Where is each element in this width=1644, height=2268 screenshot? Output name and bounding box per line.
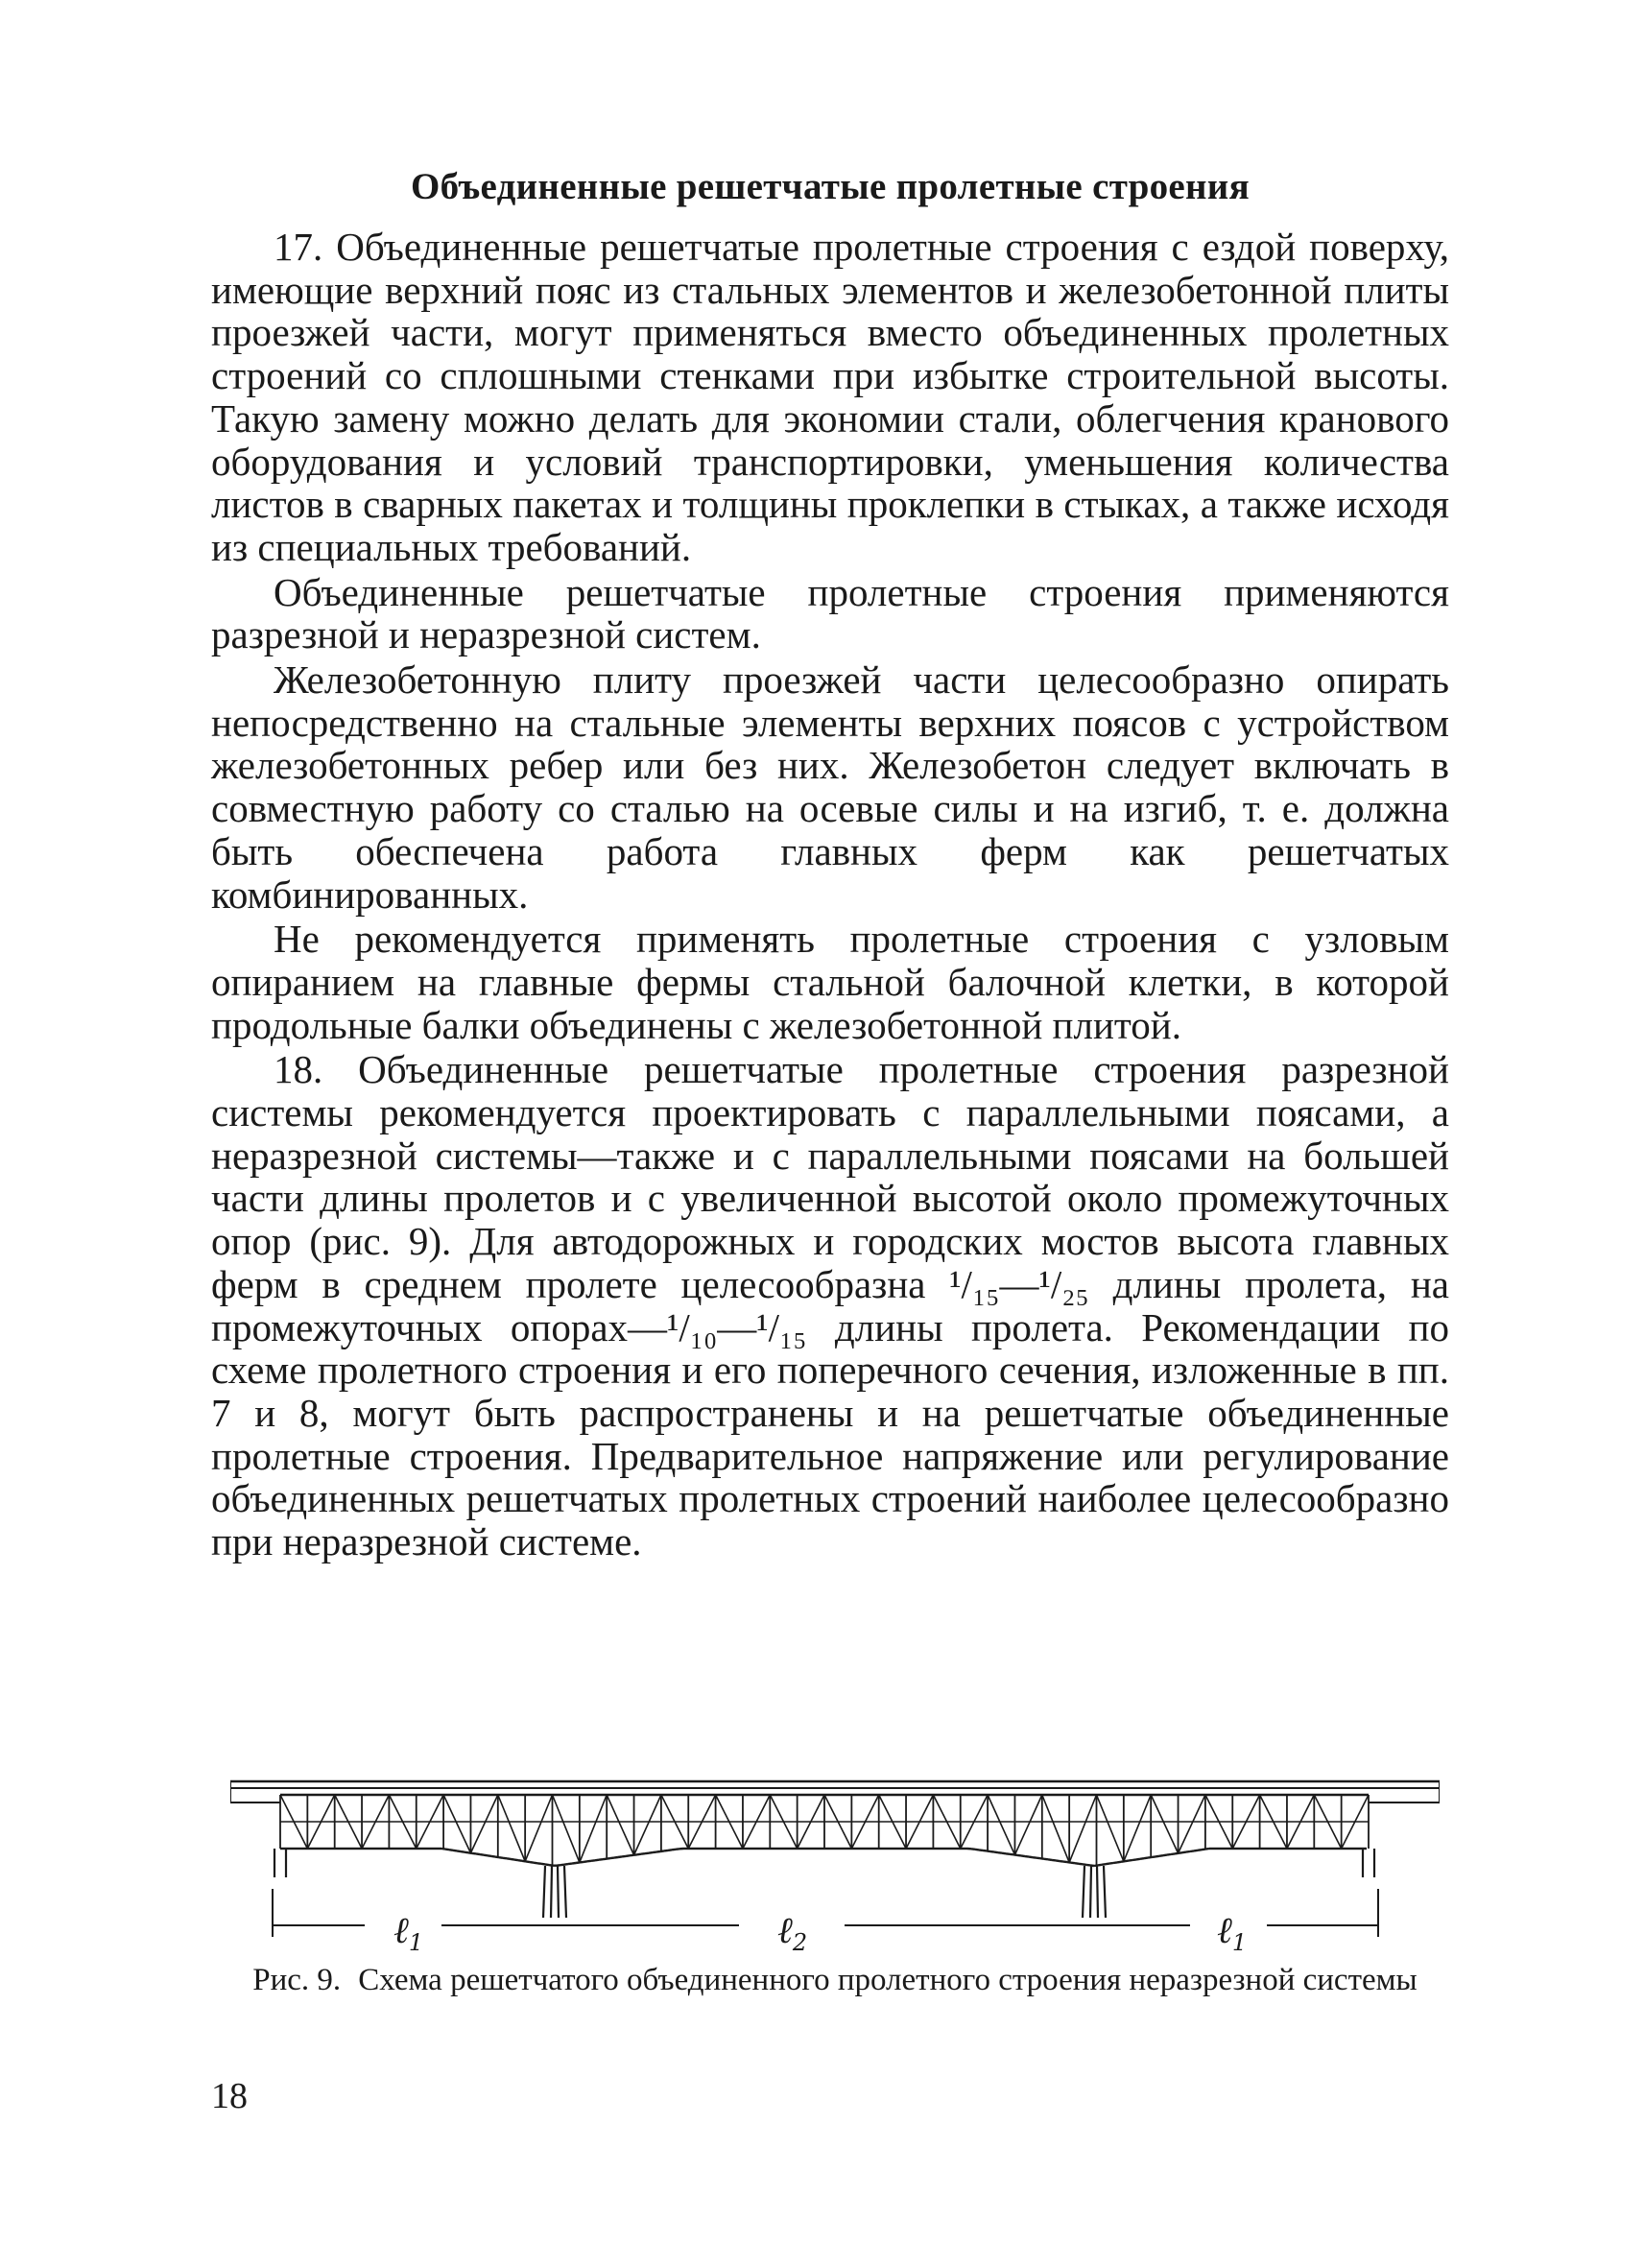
bottom-chord-segment: [587, 1861, 591, 1862]
body-text: [211, 226, 1449, 1564]
span-label-l1-left: ℓ$_1$: [393, 1909, 424, 1956]
bottom-chord-segment: [1086, 1865, 1090, 1866]
bottom-chord-segment: [534, 1863, 537, 1864]
bottom-chord-segment: [1060, 1861, 1063, 1862]
bottom-chord-segment: [649, 1852, 653, 1853]
figure-9: [230, 1764, 1440, 1956]
bottom-chord-segment: [614, 1857, 618, 1858]
bottom-chord-segment: [518, 1860, 522, 1861]
bottom-chord-segment: [994, 1852, 998, 1853]
truss-diagonal: [498, 1795, 525, 1861]
bottom-chord-segment: [526, 1861, 530, 1862]
pier-line: [1083, 1866, 1084, 1918]
figure-caption-text: Схема решетчатого объединенного пролетного строения неразрезной системы: [358, 1963, 1418, 1997]
bottom-chord-segment: [507, 1858, 511, 1859]
bottom-chord-segment: [564, 1864, 568, 1865]
bottom-chord-segment: [1190, 1850, 1194, 1851]
bottom-chord-segment: [1163, 1855, 1167, 1856]
bottom-chord-segment: [1033, 1857, 1036, 1858]
bottom-chord-segment: [514, 1860, 518, 1861]
bottom-chord-segment: [1029, 1857, 1033, 1858]
bottom-chord-segment: [1036, 1858, 1040, 1859]
bottom-chord-segment: [480, 1854, 484, 1855]
pier-line: [1104, 1866, 1106, 1918]
bottom-chord-segment: [1194, 1850, 1198, 1851]
bottom-chord-segment: [591, 1860, 595, 1861]
bottom-chord-segment: [472, 1853, 476, 1854]
paragraph-18: [211, 1048, 1449, 1563]
bottom-chord-segment: [476, 1853, 480, 1854]
truss-diagonal: [443, 1795, 470, 1853]
pier-line: [1097, 1866, 1098, 1918]
bottom-chord-segment: [1090, 1865, 1094, 1866]
paragraph-17: 17. Объединенные решетчатые пролетные строения с ездой поверху, имеющие верхний пояс из стальных элементов и железобетонной плиты проезжей части, могут применяться вместо объединенных пролетных строений со сплошными стенками при избытке строительной высоты. Такую замену можно делать для экономии стали, облегчения кранового оборудования и условий транспортировки, уменьшения количества листов в сварных пакетах и толщины проклепки в стыках, а также исходя из специальных требований.: [211, 225, 1449, 569]
bottom-chord-segment: [484, 1855, 488, 1856]
truss-diagonal: [1014, 1795, 1041, 1855]
pier-line: [543, 1866, 545, 1918]
bottom-chord-segment: [1071, 1863, 1075, 1864]
bottom-chord-segment: [568, 1864, 572, 1865]
bottom-chord-segment: [1167, 1854, 1171, 1855]
figure-number: Рис. 9.: [252, 1963, 342, 1997]
span-label-l2: ℓ$_2$: [777, 1909, 808, 1956]
bottom-chord-segment: [610, 1858, 614, 1859]
bottom-chord-segment: [1106, 1864, 1109, 1865]
bottom-chord-segment: [1052, 1860, 1056, 1861]
figure-caption: [221, 1963, 1449, 1997]
bottom-chord-segment: [1056, 1860, 1060, 1861]
bottom-chord-segment: [457, 1850, 461, 1851]
bottom-chord-segment: [1075, 1863, 1079, 1864]
paragraph-18-part1: 18. Объединенные решетчатые пролетные строения разрезной системы рекомендуется проектировать с параллельными поясами, а неразрезной системы—также и с параллельными поясами на большей части длины пролетов и с увеличенной высотой около промежуточных опор (рис. 9). Для автодорожных и городских мостов высота главных ферм в среднем пролете целесообразна: [211, 1047, 1449, 1306]
fraction-supports: ¹/₁₀—¹/₁₅: [667, 1304, 807, 1349]
bottom-chord-segment: [1063, 1862, 1067, 1863]
bottom-chord-segment: [1044, 1859, 1048, 1860]
truss-diagonal: [1124, 1795, 1151, 1861]
bottom-chord-segment: [530, 1862, 534, 1863]
bottom-chord-segment: [1156, 1856, 1159, 1857]
truss-diagonal: [1069, 1795, 1096, 1862]
bottom-chord-segment: [1010, 1854, 1013, 1855]
pier-line: [558, 1866, 559, 1918]
bottom-chord-segment: [537, 1863, 541, 1864]
bottom-chord-segment: [990, 1851, 994, 1852]
bottom-chord-segment: [1083, 1864, 1086, 1865]
bottom-chord-segment: [1136, 1859, 1140, 1860]
bottom-chord-segment: [1182, 1852, 1186, 1853]
bottom-chord-segment: [626, 1855, 630, 1856]
bottom-chord-segment: [641, 1853, 645, 1854]
bottom-chord-segment: [560, 1865, 564, 1866]
bottom-chord-segment: [557, 1865, 560, 1866]
bottom-chord-segment: [1159, 1855, 1163, 1856]
span-label-l1-right: ℓ$_1$: [1217, 1909, 1248, 1956]
bottom-chord-segment: [603, 1859, 607, 1860]
bottom-chord-segment: [595, 1860, 599, 1861]
bottom-chord-segment: [541, 1864, 545, 1865]
bottom-chord-segment: [645, 1853, 649, 1854]
bottom-chord-segment: [572, 1863, 576, 1864]
truss-diagonal: [1151, 1795, 1178, 1853]
bottom-chord-segment: [1021, 1855, 1025, 1856]
pier-line: [564, 1866, 566, 1918]
pier-line: [1090, 1866, 1091, 1918]
bottom-chord-segment: [676, 1849, 679, 1850]
bottom-chord-segment: [1125, 1861, 1129, 1862]
bottom-chord-segment: [1048, 1859, 1052, 1860]
bottom-chord-segment: [491, 1856, 495, 1857]
bottom-chord-segment: [1109, 1863, 1113, 1864]
bottom-chord-segment: [971, 1849, 975, 1850]
bottom-chord-segment: [1140, 1858, 1144, 1859]
page-number: 18: [211, 2076, 248, 2116]
truss-diagonal: [634, 1795, 661, 1855]
section-heading: Объединенные решетчатые пролетные строения: [411, 166, 1250, 207]
truss-diagonal: [1179, 1795, 1205, 1853]
truss-diagonal: [553, 1795, 580, 1862]
bottom-chord-segment: [499, 1857, 503, 1858]
paragraph-18-part2: длины пролета, на промежуточных опорах—: [211, 1261, 1449, 1349]
bottom-chord-segment: [461, 1851, 465, 1852]
bottom-chord-segment: [1186, 1851, 1190, 1852]
bottom-chord-segment: [1006, 1853, 1010, 1854]
bottom-chord-segment: [656, 1851, 660, 1852]
bottom-chord-segment: [653, 1852, 656, 1853]
bottom-chord-segment: [1171, 1853, 1175, 1854]
truss-diagonal: [1042, 1795, 1069, 1862]
paragraph-not-recommended: Не рекомендуется применять пролетные строения с узловым опиранием на главные фермы стальной балочной клетки, в которой продольные балки объединены с железобетонной плитой.: [211, 917, 1449, 1047]
bottom-chord-segment: [1098, 1865, 1102, 1866]
bottom-chord-segment: [1132, 1859, 1136, 1860]
bottom-chord-segment: [453, 1850, 457, 1851]
truss-diagonal: [988, 1795, 1014, 1855]
bottom-chord-segment: [488, 1855, 491, 1856]
bottom-chord-segment: [1025, 1856, 1029, 1857]
fraction-middle-span: ¹/₁₅—¹/₂₅: [949, 1261, 1089, 1306]
truss-diagonal: [470, 1795, 497, 1853]
bottom-chord-segment: [664, 1850, 668, 1851]
paragraph-systems: Объединенные решетчатые пролетные строения применяются разрезной и неразрезной систем.: [211, 569, 1449, 657]
truss-diagonal: [1097, 1795, 1124, 1861]
bottom-chord-segment: [1017, 1855, 1021, 1856]
bottom-chord-segment: [618, 1856, 622, 1857]
bottom-chord-segment: [1117, 1862, 1121, 1863]
truss-diagram: [230, 1764, 1440, 1956]
bottom-chord-segment: [630, 1855, 633, 1856]
bottom-chord-segment: [1102, 1864, 1106, 1865]
truss-diagonal: [580, 1795, 607, 1862]
pier-line: [551, 1866, 552, 1918]
bottom-chord-segment: [545, 1864, 549, 1865]
bottom-chord-segment: [1129, 1860, 1132, 1861]
bottom-chord-segment: [983, 1850, 987, 1851]
bottom-chord-segment: [584, 1861, 587, 1862]
bottom-chord-segment: [1079, 1864, 1083, 1865]
bottom-chord-segment: [1113, 1862, 1117, 1863]
bottom-chord-segment: [1152, 1856, 1156, 1857]
truss-diagonal: [525, 1795, 552, 1861]
bottom-chord-segment: [1002, 1853, 1006, 1854]
bottom-chord-segment: [511, 1859, 514, 1860]
paragraph-slab: Железобетонную плиту проезжей части целесообразно опирать непосредственно на стальные элементы верхних поясов с устройством железобетонных ребер или без них. Железобетон следует включать в совместную работу со сталью на осевые силы и на изгиб, т. е. должна быть обеспечена работа главных ферм как решетчатых комбинированных.: [211, 657, 1449, 917]
bottom-chord-segment: [622, 1856, 626, 1857]
bottom-chord-segment: [599, 1859, 603, 1860]
bottom-chord-segment: [998, 1852, 1002, 1853]
bottom-chord-segment: [1144, 1858, 1148, 1859]
paragraph-18-part3: длины пролета. Рекомендации по схеме пролетного строения и его поперечного сечения, изложенные в пп. 7 и 8, могут быть распространены и на решетчатые объединенные пролетные строения. Предварительное напряжение или регулирование объединенных решетчатых пролетных строений наиболее целесообразно при неразрезной системе.: [211, 1304, 1449, 1564]
bottom-chord-segment: [503, 1858, 507, 1859]
bottom-chord-segment: [465, 1852, 468, 1853]
bottom-chord-segment: [637, 1854, 641, 1855]
truss-diagonal: [607, 1795, 633, 1855]
